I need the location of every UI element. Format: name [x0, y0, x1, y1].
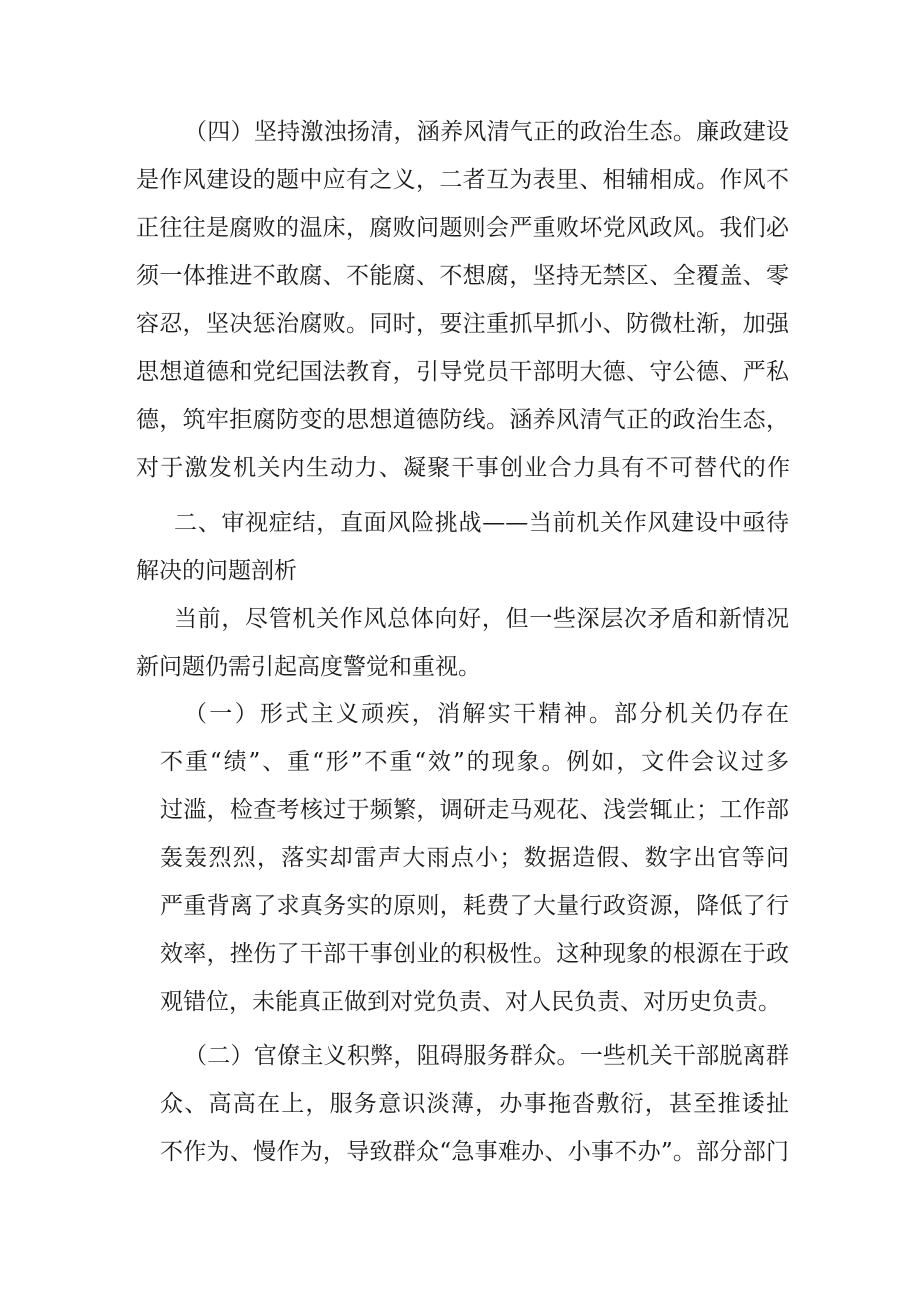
text-line: 正往往是腐败的温床，腐败问题则会严重败坏党风政风。我们必 — [136, 215, 789, 241]
text-line: 不重“绩”、重“形”不重“效”的现象。例如，文件会议过多 — [160, 749, 789, 775]
text-line: 须一体推进不敢腐、不能腐、不想腐，坚持无禁区、全覆盖、零 — [136, 263, 789, 289]
text-line: 思想道德和党纪国法教育，引导党员干部明大德、守公德、严私 — [136, 359, 789, 385]
text-line: 效率，挫伤了干部干事创业的积极性。这种现象的根源在于政 — [160, 941, 789, 967]
text-line: （四）坚持激浊扬清，涵养风清气正的政治生态。廉政建设 — [184, 119, 789, 145]
text-line: 不作为、慢作为，导致群众“急事难办、小事不办”。部分部门 — [160, 1139, 789, 1165]
heading-line: 解决的问题剖析 — [136, 558, 297, 584]
text-line: 对于激发机关内生动力、凝聚干事创业合力具有不可替代的作 — [136, 455, 790, 481]
text-line: （一）形式主义顽疾，消解实干精神。部分机关仍存在 — [184, 701, 789, 727]
text-line: 严重背离了求真务实的原则，耗费了大量行政资源，降低了行 — [160, 893, 789, 919]
text-line: 观错位，未能真正做到对党负责、对人民负责、对历史负责。 — [160, 989, 781, 1015]
text-line: 德，筑牢拒腐防变的思想道德防线。涵养风清气正的政治生态， — [136, 407, 789, 433]
text-line: 轰轰烈烈，落实却雷声大雨点小；数据造假、数字出官等问 — [160, 845, 789, 871]
text-line: 新问题仍需引起高度警觉和重视。 — [136, 654, 481, 680]
heading-line: 二、审视症结，直面风险挑战——当前机关作风建设中亟待 — [174, 510, 789, 536]
text-line: （二）官僚主义积弊，阻碍服务群众。一些机关干部脱离群 — [184, 1043, 789, 1069]
text-line: 当前，尽管机关作风总体向好，但一些深层次矛盾和新情况 — [174, 606, 789, 632]
text-line: 是作风建设的题中应有之义，二者互为表里、相辅相成。作风不 — [136, 167, 789, 193]
text-line: 过滥，检查考核过于频繁，调研走马观花、浅尝辄止；工作部 — [160, 797, 789, 823]
text-line: 众、高高在上，服务意识淡薄，办事拖沓敷衍，甚至推诿扯 — [160, 1091, 789, 1117]
text-line: 容忍，坚决惩治腐败。同时，要注重抓早抓小、防微杜渐，加强 — [136, 311, 789, 337]
